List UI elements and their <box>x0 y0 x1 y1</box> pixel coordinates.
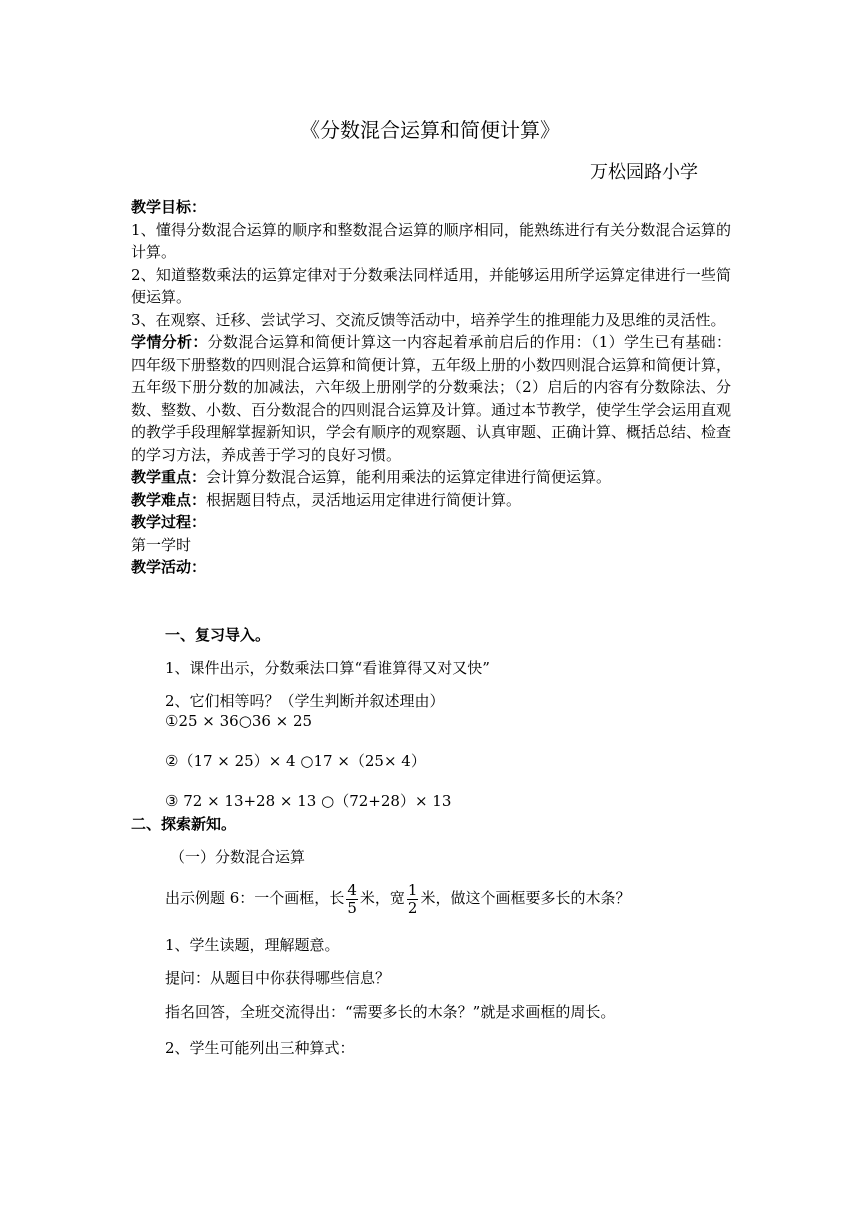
key-point-heading: 教学重点： <box>131 468 207 486</box>
review-item-2: 2、它们相等吗？（学生判断并叙述理由） <box>165 692 445 710</box>
analysis-text: 分数混合运算和简便计算这一内容起着承前启后的作用：（1）学生已有基础：四年级下册整数的四则混合运算和简便计算，五年级上册的小数四则混合运算和简便计算，五年级下册分数的加减法，六年级上册刚学的分数乘法；（2）启后的内容有分数除法、分数、整数、小数、百分数混合的四则混合运算及计算。通过本节教学，使学生学会运用直观的教学手段理解掌握新知识，学会有顺序的观察题、认真审题、正确计算、概括总结、检查的学习方法，养成善于学习的良好习惯。 <box>131 333 732 464</box>
equation-1: ①25 × 36○36 × 25 <box>165 712 313 730</box>
key-point <box>131 466 731 489</box>
difficulty-text: 根据题目特点，灵活地运用定律进行简便计算。 <box>206 490 522 509</box>
goal-item-2: 2、知道整数乘法的运算定律对于分数乘法同样适用，并能够运用所学运算定律进行一些简便运算。 <box>131 265 731 306</box>
key-point-text: 会计算分数混合运算，能利用乘法的运算定律进行简便运算。 <box>206 468 612 486</box>
equation-3: ③ 72 × 13+28 × 13 ○（72+28）× 13 <box>165 792 452 810</box>
goal-item-3: 3、在观察、迁移、尝试学习、交流反馈等活动中，培养学生的推理能力及思维的灵活性。 <box>131 310 726 329</box>
fraction-width <box>407 882 419 917</box>
question: 提问：从题目中你获得哪些信息？ <box>165 969 391 987</box>
example-text-1: 出示例题 6：一个画框，长 <box>165 889 345 907</box>
equation-2: ②（17 × 25）× 4 ○17 ×（25× 4） <box>165 752 426 770</box>
fraction-length-numerator: 4 <box>347 880 357 899</box>
fraction-width-denominator: 2 <box>407 898 418 917</box>
step-2: 2、学生可能列出三种算式： <box>165 1039 355 1057</box>
process-period: 第一学时 <box>131 535 192 554</box>
school-name: 万松园路小学 <box>590 162 698 183</box>
fraction-width-numerator: 1 <box>407 880 418 899</box>
difficulty <box>131 489 731 512</box>
example-problem <box>165 878 630 918</box>
analysis-paragraph <box>131 331 731 466</box>
fraction-length-denominator: 5 <box>347 898 357 917</box>
teaching-goals <box>131 196 731 579</box>
section-review-heading: 一、复习导入。 <box>165 626 271 644</box>
document-title: 《分数混合运算和简便计算》 <box>300 118 560 142</box>
answer: 指名回答，全班交流得出：“需要多长的木条？”就是求画框的周长。 <box>165 1003 616 1021</box>
activities-heading: 教学活动： <box>131 558 207 576</box>
section-explore-heading: 二、探索新知。 <box>131 815 237 833</box>
example-text-2: 米，宽 <box>359 889 405 907</box>
fraction-length <box>346 882 358 917</box>
analysis-heading: 学情分析： <box>131 333 208 351</box>
example-text-3: 米，做这个画框要多长的木条？ <box>420 889 631 907</box>
goal-item-1: 1、懂得分数混合运算的顺序和整数混合运算的顺序相同，能熟练进行有关分数混合运算的计算。 <box>131 220 731 261</box>
subsection-mixed-operations: （一）分数混合运算 <box>170 848 306 866</box>
review-item-1: 1、课件出示，分数乘法口算“看谁算得又对又快” <box>165 659 490 677</box>
goals-heading: 教学目标： <box>131 198 207 216</box>
step-1: 1、学生读题，理解题意。 <box>165 936 340 954</box>
process-heading: 教学过程： <box>131 513 207 531</box>
difficulty-heading: 教学难点： <box>131 490 207 509</box>
